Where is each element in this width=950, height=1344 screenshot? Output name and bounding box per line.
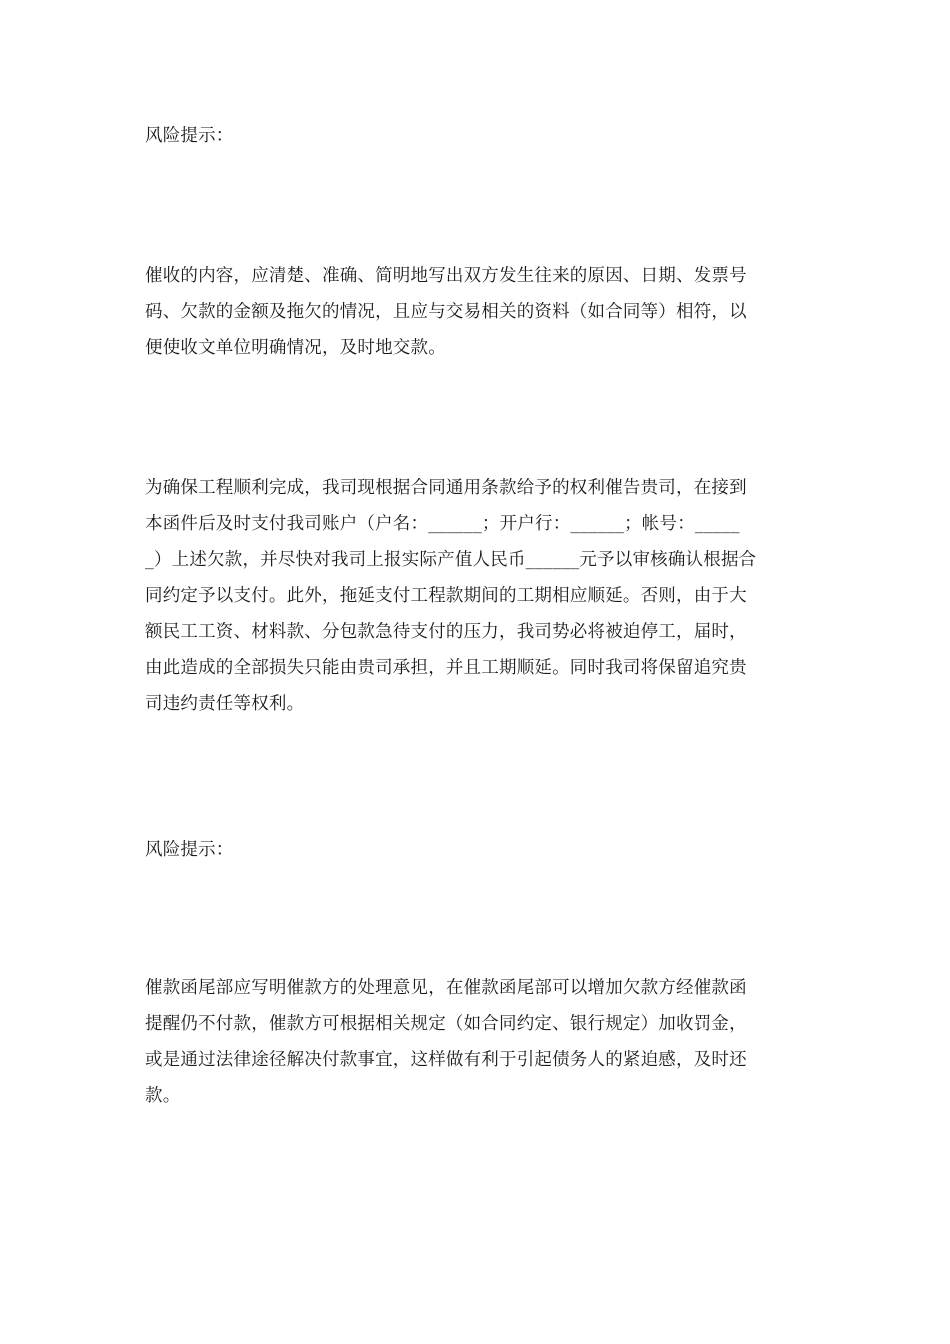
closing-opinion-paragraph: [145, 970, 747, 1114]
paragraph-line: 催收的内容，应清楚、准确、简明地写出双方发生往来的原因、日期、发票号: [145, 266, 747, 286]
payment-demand-paragraph: [145, 470, 756, 722]
paragraph-line: 款。: [145, 1086, 181, 1106]
paragraph-line: 司违约责任等权利。: [145, 694, 305, 714]
heading-text: 风险提示：: [145, 126, 234, 146]
paragraph-line: _）上述欠款，并尽快对我司上报实际产值人民币______元予以审核确认根据合: [145, 550, 757, 570]
paragraph-line: 同约定予以支付。此外，拖延支付工程款期间的工期相应顺延。否则，由于大: [145, 586, 747, 606]
collection-content-paragraph: [145, 258, 747, 366]
paragraph-line: 提醒仍不付款，催款方可根据相关规定（如合同约定、银行规定）加收罚金，: [145, 1014, 747, 1034]
paragraph-line: 催款函尾部应写明催款方的处理意见，在催款函尾部可以增加欠款方经催款函: [145, 978, 747, 998]
paragraph-line: 或是通过法律途径解决付款事宜，这样做有利于引起债务人的紧迫感，及时还: [145, 1050, 747, 1070]
paragraph-line: 码、欠款的金额及拖欠的情况，且应与交易相关的资料（如合同等）相符，以: [145, 302, 747, 322]
paragraph-line: 本函件后及时支付我司账户（户名：______；开户行：______；帐号：_____: [145, 514, 740, 534]
risk-warning-heading: [145, 118, 234, 154]
risk-warning-heading: [145, 832, 234, 868]
paragraph-line: 由此造成的全部损失只能由贵司承担，并且工期顺延。同时我司将保留追究贵: [145, 658, 747, 678]
paragraph-line: 为确保工程顺利完成，我司现根据合同通用条款给予的权利催告贵司，在接到: [145, 478, 747, 498]
heading-text: 风险提示：: [145, 840, 234, 860]
paragraph-line: 额民工工资、材料款、分包款急待支付的压力，我司势必将被迫停工，届时，: [145, 622, 747, 642]
paragraph-line: 便使收文单位明确情况，及时地交款。: [145, 338, 446, 358]
